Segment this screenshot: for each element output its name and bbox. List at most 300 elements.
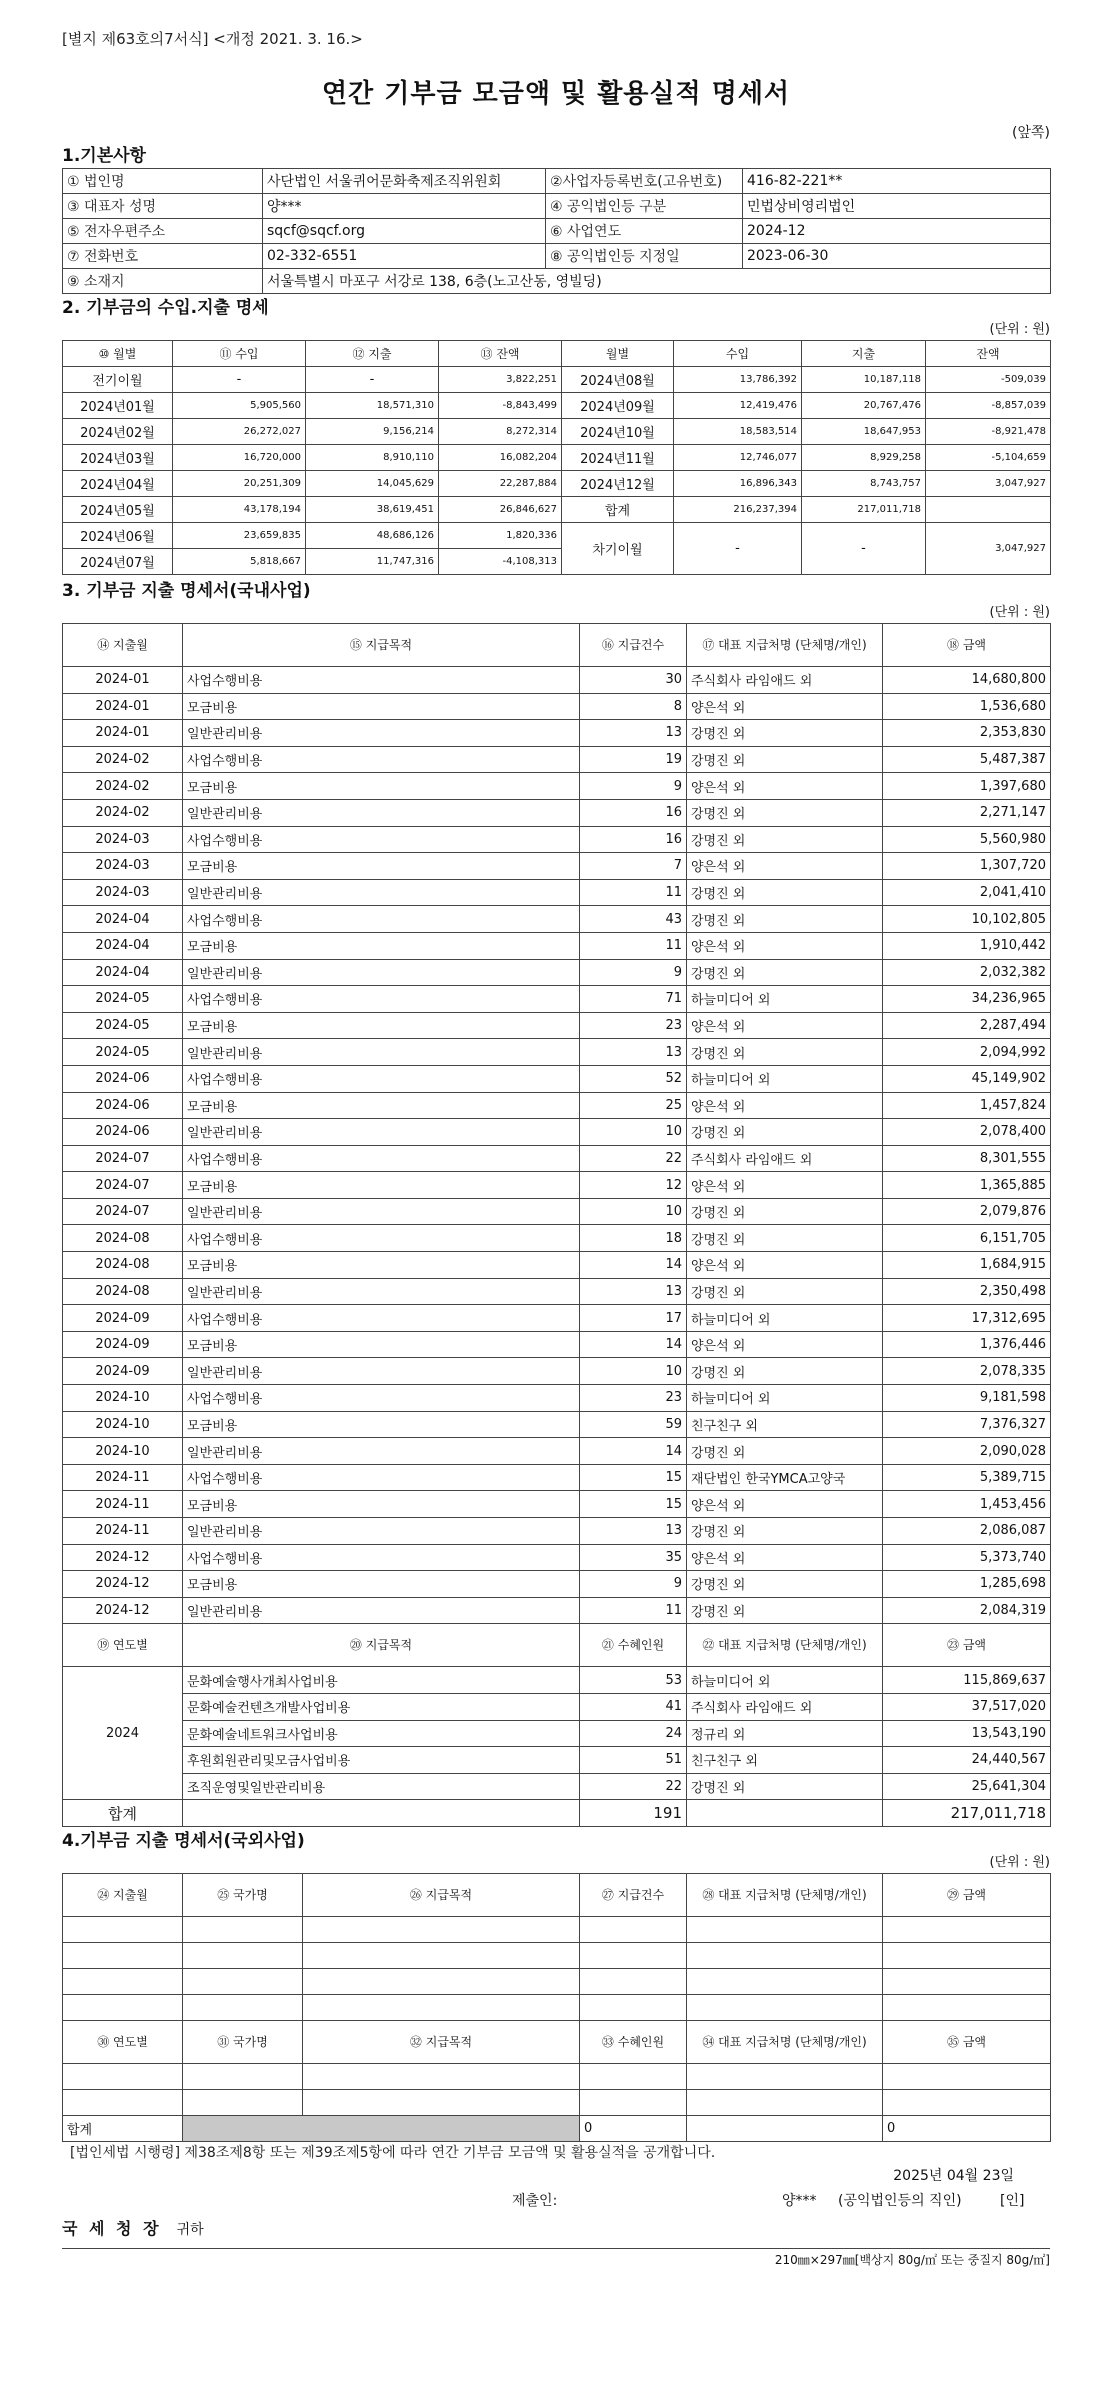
month-cell: 2024-06 xyxy=(63,1092,183,1119)
payee-cell: 하늘미디어 외 xyxy=(687,1065,883,1092)
submitter-role: (공익법인등의 직인) xyxy=(838,2193,962,2210)
income-cell: 26,272,027 xyxy=(173,419,306,445)
empty-cell xyxy=(580,1943,687,1969)
summary-header: 잔액 xyxy=(926,341,1051,367)
basic-label: ⑤ 전자우편주소 xyxy=(63,219,263,244)
amount-cell: 2,271,147 xyxy=(883,799,1051,826)
purpose-cell: 사업수행비용 xyxy=(183,1385,580,1412)
month-cell: 2024-02 xyxy=(63,746,183,773)
basic-value: sqcf@sqcf.org xyxy=(263,219,546,244)
month-cell: 2024-10 xyxy=(63,1438,183,1465)
month-cell: 2024년02월 xyxy=(63,419,173,445)
empty-cell xyxy=(580,2090,687,2116)
table-row xyxy=(63,1597,1051,1624)
table-row xyxy=(63,1411,1051,1438)
purpose-cell: 사업수행비용 xyxy=(183,1065,580,1092)
purpose-cell: 모금비용 xyxy=(183,1092,580,1119)
payee-cell: 강명진 외 xyxy=(687,1198,883,1225)
payee-cell: 강명진 외 xyxy=(687,959,883,986)
purpose-cell: 모금비용 xyxy=(183,1491,580,1518)
basic-label: ① 법인명 xyxy=(63,169,263,194)
payee-cell: 강명진 외 xyxy=(687,1571,883,1598)
purpose-cell: 사업수행비용 xyxy=(183,986,580,1013)
income-cell: 5,905,560 xyxy=(173,393,306,419)
basic-value: 양*** xyxy=(263,194,546,219)
table-row xyxy=(63,959,1051,986)
amount-cell: 6,151,705 xyxy=(883,1225,1051,1252)
balance-cell: -5,104,659 xyxy=(926,445,1051,471)
payee-cell: 양은석 외 xyxy=(687,1331,883,1358)
amount-cell: 1,376,446 xyxy=(883,1331,1051,1358)
month-cell: 2024-07 xyxy=(63,1172,183,1199)
month-cell: 2024-06 xyxy=(63,1119,183,1146)
summary-header: 월별 xyxy=(562,341,674,367)
payee-cell: 하늘미디어 외 xyxy=(687,986,883,1013)
payee-cell: 주식회사 라임애드 외 xyxy=(687,1145,883,1172)
balance-cell: -4,108,313 xyxy=(439,549,562,575)
amount-cell: 5,560,980 xyxy=(883,826,1051,853)
expense-cell: 48,686,126 xyxy=(306,523,439,549)
amount-cell: 2,094,992 xyxy=(883,1039,1051,1066)
month-cell: 2024-03 xyxy=(63,879,183,906)
empty-cell xyxy=(183,2064,303,2090)
count-cell: 23 xyxy=(580,1385,687,1412)
addressee-line xyxy=(62,2214,1050,2244)
amount-cell: 5,487,387 xyxy=(883,746,1051,773)
amount-cell: 8,301,555 xyxy=(883,1145,1051,1172)
empty-cell xyxy=(303,1917,580,1943)
amount-cell: 10,102,805 xyxy=(883,906,1051,933)
payee-cell: 강명진 외 xyxy=(687,879,883,906)
balance-cell: 1,820,336 xyxy=(439,523,562,549)
income-cell: 216,237,394 xyxy=(674,497,802,523)
amount-cell: 25,641,304 xyxy=(883,1773,1051,1800)
purpose-cell: 모금비용 xyxy=(183,1012,580,1039)
table-row xyxy=(63,1358,1051,1385)
total-blank xyxy=(183,2116,580,2142)
month-cell: 2024-07 xyxy=(63,1145,183,1172)
count-cell: 16 xyxy=(580,799,687,826)
income-cell: 16,720,000 xyxy=(173,445,306,471)
purpose-cell: 사업수행비용 xyxy=(183,667,580,694)
table-row xyxy=(63,1119,1051,1146)
amount-cell: 1,453,456 xyxy=(883,1491,1051,1518)
total-label: 합계 xyxy=(63,1800,183,1827)
purpose-cell: 사업수행비용 xyxy=(183,826,580,853)
summary-header: ⑬ 잔액 xyxy=(439,341,562,367)
purpose-cell: 모금비용 xyxy=(183,1411,580,1438)
income-cell: 16,896,343 xyxy=(674,471,802,497)
income-cell: - xyxy=(173,367,306,393)
basic-row xyxy=(63,244,1051,269)
basic-value: 02-332-6551 xyxy=(263,244,546,269)
payee-cell: 재단법인 한국YMCA고양국 xyxy=(687,1464,883,1491)
count-cell: 14 xyxy=(580,1331,687,1358)
month-cell: 2024-08 xyxy=(63,1225,183,1252)
basic-label: ②사업자등록번호(고유번호) xyxy=(546,169,743,194)
amount-cell: 37,517,020 xyxy=(883,1693,1051,1720)
purpose-cell: 사업수행비용 xyxy=(183,1145,580,1172)
payee-cell: 강명진 외 xyxy=(687,1518,883,1545)
purpose-cell: 일반관리비용 xyxy=(183,1597,580,1624)
payee-cell: 강명진 외 xyxy=(687,1225,883,1252)
payee-cell: 양은석 외 xyxy=(687,932,883,959)
purpose-cell: 사업수행비용 xyxy=(183,746,580,773)
domestic-header: ⑱ 금액 xyxy=(883,624,1051,667)
address-label: ⑨ 소재지 xyxy=(63,269,263,294)
count-cell: 11 xyxy=(580,932,687,959)
payee-cell: 주식회사 라임애드 외 xyxy=(687,667,883,694)
income-cell: 13,786,392 xyxy=(674,367,802,393)
basic-label: ⑦ 전화번호 xyxy=(63,244,263,269)
purpose-cell: 문화예술행사개최사업비용 xyxy=(183,1667,580,1694)
income-cell: 20,251,309 xyxy=(173,471,306,497)
yearly-row xyxy=(63,1693,1051,1720)
empty-row xyxy=(63,2090,1051,2116)
count-cell: 9 xyxy=(580,959,687,986)
month-cell: 2024년12월 xyxy=(562,471,674,497)
table-row xyxy=(63,1252,1051,1279)
basic-label: ⑥ 사업연도 xyxy=(546,219,743,244)
month-cell: 2024-12 xyxy=(63,1544,183,1571)
count-cell: 35 xyxy=(580,1544,687,1571)
table-row xyxy=(63,1092,1051,1119)
basic-label: ④ 공익법인등 구분 xyxy=(546,194,743,219)
basic-label: ③ 대표자 성명 xyxy=(63,194,263,219)
seal-mark: [인] xyxy=(1000,2193,1025,2210)
expense-cell: 20,767,476 xyxy=(802,393,926,419)
summary-row xyxy=(63,497,1051,523)
overseas-total-row xyxy=(63,2116,1051,2142)
purpose-cell: 후원회원관리및모금사업비용 xyxy=(183,1747,580,1774)
yearly-header: ⑳ 지급목적 xyxy=(183,1624,580,1667)
overseas-yearly-header: ㉝ 수혜인원 xyxy=(580,2021,687,2064)
year-cell: 2024 xyxy=(63,1667,183,1800)
submission-date: 2025년 04월 23일 xyxy=(893,2168,1014,2185)
month-cell: 2024-02 xyxy=(63,799,183,826)
amount-cell: 2,079,876 xyxy=(883,1198,1051,1225)
payee-cell: 강명진 외 xyxy=(687,826,883,853)
month-cell: 2024-04 xyxy=(63,932,183,959)
summary-unit: (단위 : 원) xyxy=(989,322,1050,337)
amount-cell: 1,307,720 xyxy=(883,853,1051,880)
table-row xyxy=(63,1385,1051,1412)
income-cell: 43,178,194 xyxy=(173,497,306,523)
basic-value: 사단법인 서울퀴어문화축제조직위원회 xyxy=(263,169,546,194)
amount-cell: 9,181,598 xyxy=(883,1385,1051,1412)
table-row xyxy=(63,853,1051,880)
table-row xyxy=(63,1065,1051,1092)
month-cell: 2024-01 xyxy=(63,720,183,747)
overseas-header-row xyxy=(63,1874,1051,1917)
month-cell: 2024-07 xyxy=(63,1198,183,1225)
income-cell: 18,583,514 xyxy=(674,419,802,445)
total-amount: 217,011,718 xyxy=(883,1800,1051,1827)
payee-cell: 강명진 외 xyxy=(687,906,883,933)
table-row xyxy=(63,667,1051,694)
payee-cell: 친구친구 외 xyxy=(687,1747,883,1774)
table-row xyxy=(63,773,1051,800)
month-cell: 2024년04월 xyxy=(63,471,173,497)
count-cell: 14 xyxy=(580,1438,687,1465)
empty-cell xyxy=(63,1917,183,1943)
payee-cell: 양은석 외 xyxy=(687,1544,883,1571)
overseas-yearly-header: ㉟ 금액 xyxy=(883,2021,1051,2064)
count-cell: 13 xyxy=(580,1278,687,1305)
domestic-header: ⑮ 지급목적 xyxy=(183,624,580,667)
purpose-cell: 사업수행비용 xyxy=(183,906,580,933)
balance-cell: 26,846,627 xyxy=(439,497,562,523)
purpose-cell: 모금비용 xyxy=(183,1331,580,1358)
month-cell: 2024-08 xyxy=(63,1252,183,1279)
count-cell: 13 xyxy=(580,720,687,747)
domestic-unit: (단위 : 원) xyxy=(989,605,1050,620)
form-page xyxy=(62,28,1050,2271)
empty-cell xyxy=(183,1969,303,1995)
table-row xyxy=(63,1438,1051,1465)
purpose-cell: 일반관리비용 xyxy=(183,1119,580,1146)
basic-row xyxy=(63,269,1051,294)
empty-cell xyxy=(687,1943,883,1969)
empty-cell xyxy=(303,2064,580,2090)
amount-cell: 2,090,028 xyxy=(883,1438,1051,1465)
beneficiary-count-cell: 41 xyxy=(580,1693,687,1720)
amount-cell: 5,373,740 xyxy=(883,1544,1051,1571)
total-count: 191 xyxy=(580,1800,687,1827)
amount-cell: 2,078,335 xyxy=(883,1358,1051,1385)
count-cell: 9 xyxy=(580,773,687,800)
empty-cell xyxy=(183,1995,303,2021)
summary-row xyxy=(63,367,1051,393)
count-cell: 23 xyxy=(580,1012,687,1039)
carry-balance-cell: 3,047,927 xyxy=(926,523,1051,575)
total-label: 합계 xyxy=(63,2116,183,2142)
expense-cell: 8,929,258 xyxy=(802,445,926,471)
amount-cell: 1,536,680 xyxy=(883,693,1051,720)
submitter-name: 양*** xyxy=(782,2193,817,2210)
count-cell: 9 xyxy=(580,1571,687,1598)
table-row xyxy=(63,1012,1051,1039)
empty-cell xyxy=(63,1995,183,2021)
month-cell: 2024-12 xyxy=(63,1597,183,1624)
empty-cell xyxy=(63,2064,183,2090)
expense-cell: 14,045,629 xyxy=(306,471,439,497)
overseas-yearly-header-row xyxy=(63,2021,1051,2064)
empty-cell xyxy=(303,1969,580,1995)
purpose-cell: 일반관리비용 xyxy=(183,1518,580,1545)
purpose-cell: 사업수행비용 xyxy=(183,1305,580,1332)
domestic-header: ⑯ 지급건수 xyxy=(580,624,687,667)
summary-header: ⑫ 지출 xyxy=(306,341,439,367)
empty-cell xyxy=(303,1995,580,2021)
empty-cell xyxy=(183,1943,303,1969)
empty-cell xyxy=(303,2090,580,2116)
payee-cell: 강명진 외 xyxy=(687,746,883,773)
count-cell: 71 xyxy=(580,986,687,1013)
balance-cell: -509,039 xyxy=(926,367,1051,393)
payee-cell: 양은석 외 xyxy=(687,1252,883,1279)
beneficiary-count-cell: 51 xyxy=(580,1747,687,1774)
basic-row xyxy=(63,194,1051,219)
overseas-unit: (단위 : 원) xyxy=(989,1855,1050,1871)
empty-row xyxy=(63,1995,1051,2021)
month-cell: 2024-09 xyxy=(63,1305,183,1332)
empty-cell xyxy=(183,2090,303,2116)
month-cell: 2024년08월 xyxy=(562,367,674,393)
amount-cell: 2,350,498 xyxy=(883,1278,1051,1305)
expense-cell: 9,156,214 xyxy=(306,419,439,445)
expense-cell: 10,187,118 xyxy=(802,367,926,393)
summary-header: ⑪ 수입 xyxy=(173,341,306,367)
amount-cell: 1,365,885 xyxy=(883,1172,1051,1199)
payee-cell: 강명진 외 xyxy=(687,1358,883,1385)
empty-cell xyxy=(63,1943,183,1969)
month-cell: 2024-11 xyxy=(63,1518,183,1545)
amount-cell: 45,149,902 xyxy=(883,1065,1051,1092)
count-cell: 13 xyxy=(580,1039,687,1066)
empty-cell xyxy=(687,2064,883,2090)
balance-cell: -8,857,039 xyxy=(926,393,1051,419)
empty-cell xyxy=(63,2090,183,2116)
basic-value: 416-82-221** xyxy=(743,169,1051,194)
empty-cell xyxy=(183,1917,303,1943)
count-cell: 8 xyxy=(580,693,687,720)
count-cell: 14 xyxy=(580,1252,687,1279)
empty-cell xyxy=(687,1969,883,1995)
balance-cell: 16,082,204 xyxy=(439,445,562,471)
count-cell: 15 xyxy=(580,1491,687,1518)
table-row xyxy=(63,693,1051,720)
carry-month-cell: 차기이월 xyxy=(562,523,674,575)
summary-header: ⑩ 월별 xyxy=(63,341,173,367)
payee-cell: 주식회사 라임애드 외 xyxy=(687,1693,883,1720)
addressee: 국 세 청 장 xyxy=(62,2219,162,2239)
purpose-cell: 모금비용 xyxy=(183,773,580,800)
empty-cell xyxy=(580,1917,687,1943)
month-cell: 2024-03 xyxy=(63,826,183,853)
side-marker: (앞쪽) xyxy=(1012,125,1050,141)
payee-cell: 양은석 외 xyxy=(687,1172,883,1199)
overseas-header: ㉕ 국가명 xyxy=(183,1874,303,1917)
amount-cell: 2,041,410 xyxy=(883,879,1051,906)
legal-notice: [법인세법 시행령] 제38조제8항 또는 제39조제5항에 따라 연간 기부금 모금액 및 활용실적을 공개합니다. xyxy=(70,2145,716,2162)
balance-cell xyxy=(926,497,1051,523)
summary-row xyxy=(63,393,1051,419)
amount-cell: 1,910,442 xyxy=(883,932,1051,959)
section-overseas-title: 4.기부금 지출 명세서(국외사업) xyxy=(62,1831,305,1852)
payee-cell: 강명진 외 xyxy=(687,1278,883,1305)
count-cell: 17 xyxy=(580,1305,687,1332)
payee-cell: 정규리 외 xyxy=(687,1720,883,1747)
month-cell: 2024년09월 xyxy=(562,393,674,419)
income-cell: 12,746,077 xyxy=(674,445,802,471)
summary-header: 지출 xyxy=(802,341,926,367)
purpose-cell: 모금비용 xyxy=(183,1172,580,1199)
amount-cell: 1,457,824 xyxy=(883,1092,1051,1119)
month-cell: 2024-04 xyxy=(63,959,183,986)
purpose-cell: 모금비용 xyxy=(183,693,580,720)
amount-cell: 17,312,695 xyxy=(883,1305,1051,1332)
table-row xyxy=(63,799,1051,826)
purpose-cell: 사업수행비용 xyxy=(183,1464,580,1491)
carry-income-cell: - xyxy=(674,523,802,575)
page-title: 연간 기부금 모금액 및 활용실적 명세서 xyxy=(321,79,791,109)
count-cell: 10 xyxy=(580,1198,687,1225)
month-cell: 2024-11 xyxy=(63,1491,183,1518)
empty-cell xyxy=(883,1917,1051,1943)
month-cell: 2024년01월 xyxy=(63,393,173,419)
purpose-cell: 모금비용 xyxy=(183,853,580,880)
month-cell: 2024-12 xyxy=(63,1571,183,1598)
yearly-row xyxy=(63,1773,1051,1800)
month-cell: 합계 xyxy=(562,497,674,523)
empty-row xyxy=(63,1917,1051,1943)
table-row xyxy=(63,1464,1051,1491)
basic-row xyxy=(63,219,1051,244)
total-blank xyxy=(687,1800,883,1827)
basic-value: 민법상비영리법인 xyxy=(743,194,1051,219)
month-cell: 2024년10월 xyxy=(562,419,674,445)
empty-cell xyxy=(580,2064,687,2090)
overseas-header: ㉙ 금액 xyxy=(883,1874,1051,1917)
domestic-expense-table xyxy=(62,623,1051,1827)
section-summary-title: 2. 기부금의 수입.지출 명세 xyxy=(62,298,269,318)
payee-cell: 양은석 외 xyxy=(687,693,883,720)
purpose-cell: 일반관리비용 xyxy=(183,1358,580,1385)
amount-cell: 14,680,800 xyxy=(883,667,1051,694)
overseas-expense-table xyxy=(62,1873,1051,2142)
expense-cell: 217,011,718 xyxy=(802,497,926,523)
amount-cell: 1,285,698 xyxy=(883,1571,1051,1598)
amount-cell: 24,440,567 xyxy=(883,1747,1051,1774)
purpose-cell: 문화예술네트워크사업비용 xyxy=(183,1720,580,1747)
table-row xyxy=(63,1172,1051,1199)
count-cell: 13 xyxy=(580,1518,687,1545)
amount-cell: 2,086,087 xyxy=(883,1518,1051,1545)
month-cell: 2024-05 xyxy=(63,1012,183,1039)
month-cell: 2024-05 xyxy=(63,1039,183,1066)
payee-cell: 강명진 외 xyxy=(687,1119,883,1146)
empty-cell xyxy=(580,1969,687,1995)
empty-row xyxy=(63,2064,1051,2090)
month-cell: 2024-01 xyxy=(63,667,183,694)
table-row xyxy=(63,1518,1051,1545)
beneficiary-count-cell: 22 xyxy=(580,1773,687,1800)
month-cell: 2024-09 xyxy=(63,1358,183,1385)
yearly-header: ㉒ 대표 지급처명 (단체명/개인) xyxy=(687,1624,883,1667)
purpose-cell: 일반관리비용 xyxy=(183,1039,580,1066)
payee-cell: 강명진 외 xyxy=(687,1039,883,1066)
overseas-yearly-header: ㉞ 대표 지급처명 (단체명/개인) xyxy=(687,2021,883,2064)
amount-cell: 1,684,915 xyxy=(883,1252,1051,1279)
form-number: [별지 제63호의7서식] <개정 2021. 3. 16.> xyxy=(62,30,363,48)
purpose-cell: 조직운영및일반관리비용 xyxy=(183,1773,580,1800)
amount-cell: 2,353,830 xyxy=(883,720,1051,747)
carry-expense-cell: - xyxy=(802,523,926,575)
month-cell: 2024-03 xyxy=(63,853,183,880)
honorific: 귀하 xyxy=(176,2222,204,2239)
empty-cell xyxy=(303,1943,580,1969)
month-cell: 2024년11월 xyxy=(562,445,674,471)
table-row xyxy=(63,1331,1051,1358)
expense-cell: 8,743,757 xyxy=(802,471,926,497)
empty-row xyxy=(63,1969,1051,1995)
month-cell: 2024년07월 xyxy=(63,549,173,575)
address-value: 서울특별시 마포구 서강로 138, 6층(노고산동, 영빌딩) xyxy=(263,269,1051,294)
balance-cell: 8,272,314 xyxy=(439,419,562,445)
month-cell: 2024-10 xyxy=(63,1411,183,1438)
month-cell: 2024-10 xyxy=(63,1385,183,1412)
